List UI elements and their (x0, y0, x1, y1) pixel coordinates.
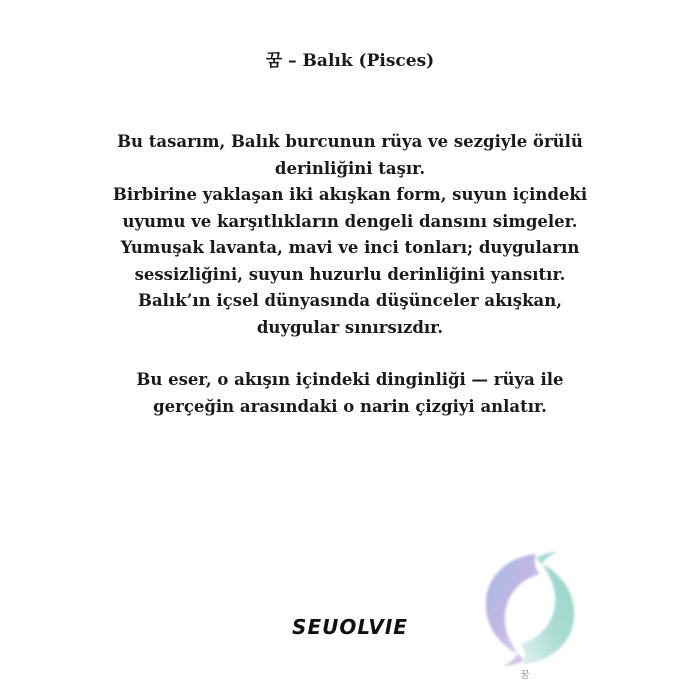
text-line: Birbirine yaklaşan iki akışkan form, suyun içindeki (112, 185, 588, 204)
lavender-fish-tail (502, 654, 524, 666)
text-line: uyumu ve karşıtlıkların dengeli dansını simgeler. (122, 211, 578, 231)
text-line: duygular sınırsızdır. (256, 317, 444, 337)
text-line: Yumuşak lavanta, mavi ve inci tonları; duyguların (120, 238, 580, 257)
page-title: 꿈 – Balık (Pisces) (265, 51, 435, 71)
mint-fish-tail (536, 552, 558, 564)
text-line: gerçeğin arasındaki o narin çizgiyi anlatır. (153, 396, 547, 416)
emblem-sheen (516, 585, 544, 633)
text-line: sessizliğini, suyun huzurlu derinliğini yansıtır. (134, 264, 566, 284)
emblem-caption: 꿈 (520, 670, 530, 681)
description-text (60, 129, 640, 420)
text-line: Bu tasarım, Balık burcunun rüya ve sezgiyle örülü (117, 132, 583, 151)
text-line: derinliğini taşır. (274, 158, 426, 178)
brand-logo: SEUOLVIE (292, 615, 408, 639)
text-line: Bu eser, o akışın içindeki dinginliği — rüya ile (136, 370, 564, 389)
text-line: Balık’ın içsel dünyasında düşünceler akışkan, (138, 291, 562, 310)
pisces-emblem-icon (474, 548, 586, 670)
paragraph-spacer (60, 341, 640, 367)
